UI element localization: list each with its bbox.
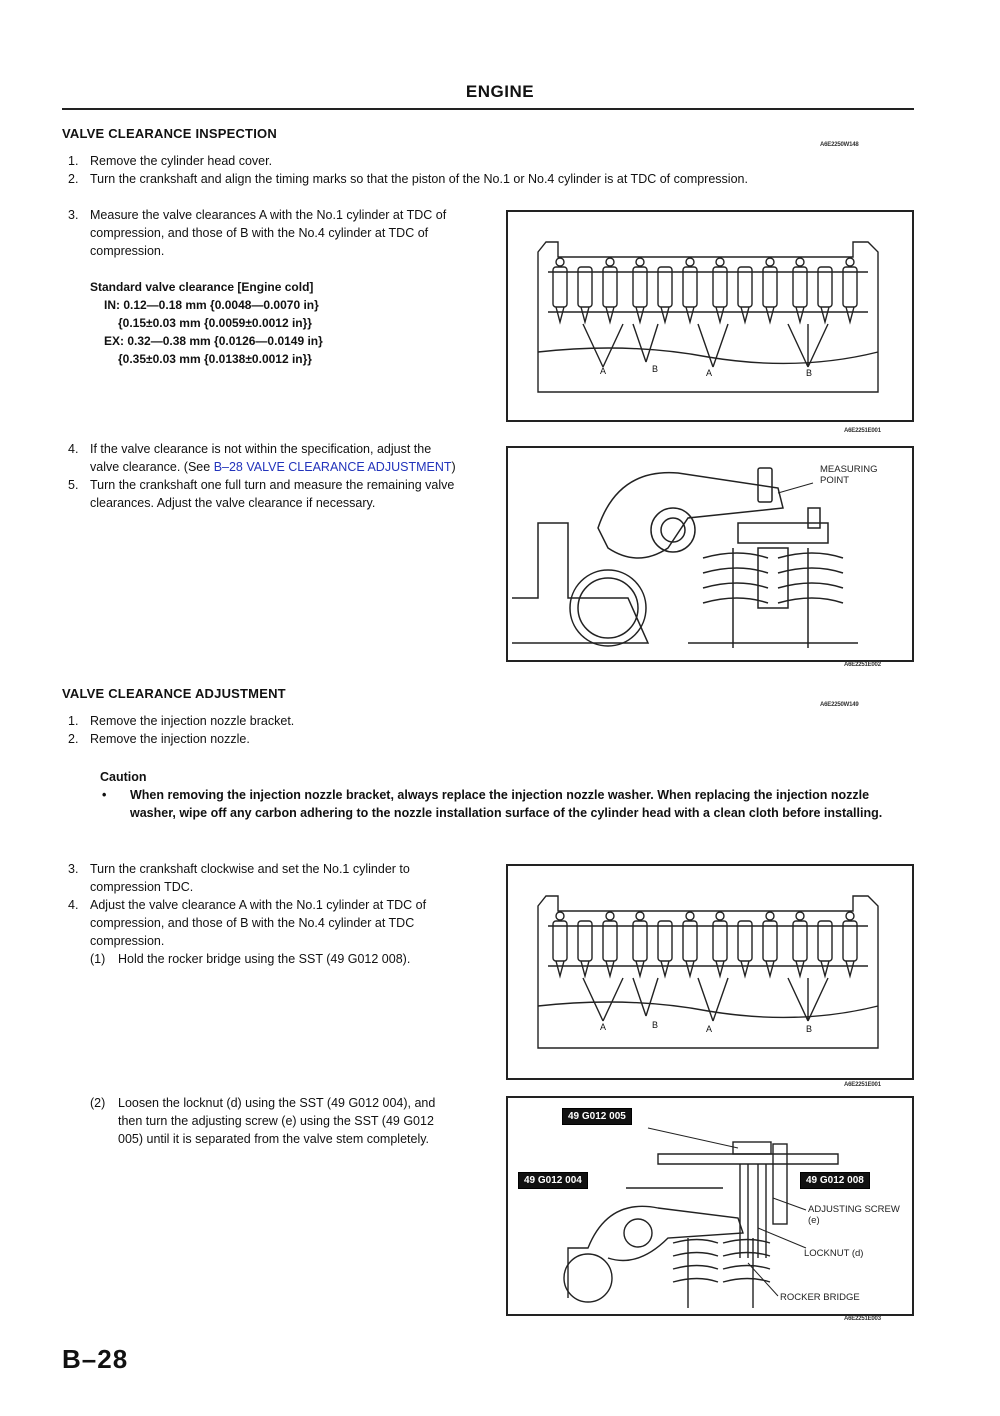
fig1-label-a1: A [600,366,607,376]
fig1-code: A6E2251E001 [844,428,881,434]
callout-rocker-bridge: ROCKER BRIDGE [780,1292,860,1303]
header-rule [62,108,914,110]
fig3-label-a2: A [706,1024,713,1034]
inspection-step-1: 1. Remove the cylinder head cover. [68,154,273,168]
tag-49-g012-008: 49 G012 008 [800,1172,870,1189]
caution-title: Caution [100,770,147,784]
spec-in: IN: 0.12—0.18 mm {0.0048—0.0070 in} [104,298,319,312]
spec-in-tolerance: {0.15±0.03 mm {0.0059±0.0012 in}} [118,316,312,330]
inspection-step-5: 5. Turn the crankshaft one full turn and measure the remaining valve clearances. Adjust the valve clearance if necessary. [68,478,455,510]
adjustment-step-1: 1. Remove the injection nozzle bracket. [68,714,295,728]
fig4-code: A6E2251E003 [844,1316,881,1322]
measuring-point-callout: MEASURING POINT [820,464,878,486]
inspection-section-code: A6E2250W148 [820,142,859,148]
figure-sst-tools [506,1096,914,1316]
adjustment-step-3: 3. Turn the crankshaft clockwise and set the No.1 cylinder to compression TDC. [68,862,410,894]
valve-layout-drawing-2 [508,866,912,1078]
adjustment-step-2: 2. Remove the injection nozzle. [68,732,250,746]
figure-measuring-point [506,446,914,662]
fig1-label-a2: A [706,368,713,378]
caution-block [100,768,900,822]
valve-layout-drawing-1 [508,212,912,420]
fig3-label-b1: B [652,1020,659,1030]
adjustment-step-4: 4. Adjust the valve clearance A with the No.1 cylinder at TDC of compression, and those of B with the No.4 cylinder at TDC compression. [68,898,427,948]
adjustment-steps-3-4 [68,860,452,968]
callout-locknut: LOCKNUT (d) [804,1248,864,1259]
inspection-step-3: 3. Measure the valve clearances A with the No.1 cylinder at TDC of compression, and those of B with the No.4 cylinder at TDC of compression. [68,208,447,258]
caution-text: When removing the injection nozzle bracket, always replace the injection nozzle washer. When replacing the injection nozzle washer, wipe off any carbon adhering to the nozzle installation surface of the cylinder head with a clean cloth before installing. [130,788,883,820]
spec-block [90,278,470,368]
spec-ex: EX: 0.32—0.38 mm {0.0126—0.0149 in} [104,334,323,348]
adjustment-substep-1: (1) Hold the rocker bridge using the SST (49 G012 008). [90,952,411,966]
link-valve-clearance-adjustment[interactable]: B–28 VALVE CLEARANCE ADJUSTMENT [213,460,452,474]
inspection-step-2: 2. Turn the crankshaft and align the timing marks so that the piston of the No.1 or No.4 cylinder is at TDC of compression. [68,172,748,186]
inspection-section-title: VALVE CLEARANCE INSPECTION [62,126,277,141]
tag-49-g012-004: 49 G012 004 [518,1172,588,1189]
figure-valve-layout-1 [506,210,914,422]
caution-bullet: • [102,788,107,802]
spec-ex-tolerance: {0.35±0.03 mm {0.0138±0.0012 in}} [118,352,312,366]
adjustment-section-code: A6E2250W149 [820,702,859,708]
inspection-steps-4-5 [68,440,460,512]
page-number: B–28 [62,1344,129,1374]
callout-adjusting-screw: ADJUSTING SCREW (e) [808,1204,900,1226]
figure-valve-layout-2 [506,864,914,1080]
tag-49-g012-005: 49 G012 005 [562,1108,632,1125]
fig1-label-b1: B [652,364,659,374]
fig3-code: A6E2251E001 [844,1082,881,1088]
fig3-label-a1: A [600,1022,607,1032]
adjustment-steps-1-2 [68,712,668,748]
page-header-title: ENGINE [465,82,535,101]
inspection-step-4: 4. If the valve clearance is not within the specification, adjust the valve clearance. (See B–28 VALVE CLEARANCE ADJUSTMENT) [68,442,456,474]
fig1-label-b2: B [806,368,813,378]
inspection-steps-1-2 [68,152,898,188]
adjustment-substep-2: (2) Loosen the locknut (d) using the SST (49 G012 004), and then turn the adjusting screw (e) using the SST (49 G012 005) until it is separated from the valve stem completely. [90,1096,436,1146]
adjustment-section-title: VALVE CLEARANCE ADJUSTMENT [62,686,286,701]
fig2-code: A6E2251E002 [844,662,881,668]
spec-title: Standard valve clearance [Engine cold] [90,280,314,294]
fig3-label-b2: B [806,1024,813,1034]
